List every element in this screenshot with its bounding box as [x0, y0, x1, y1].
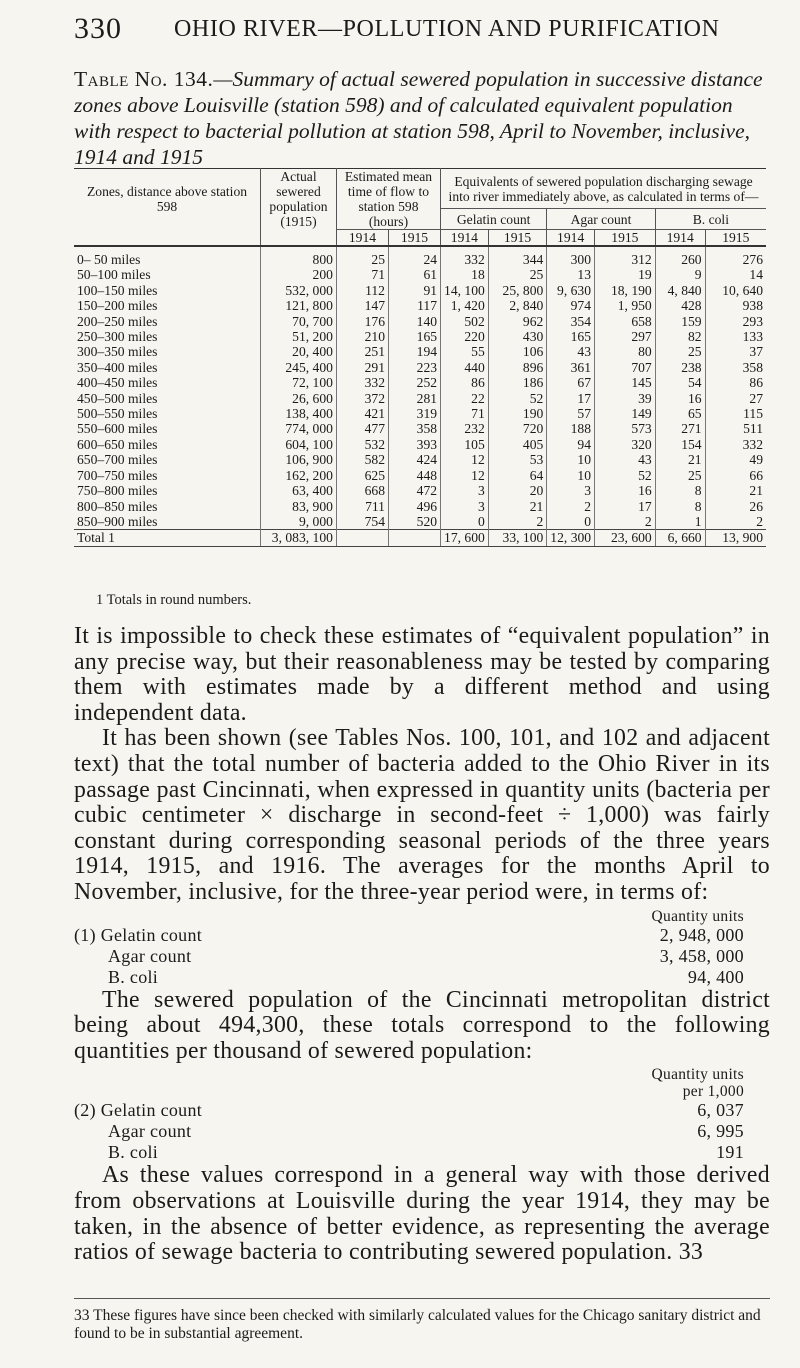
population-cell: 72, 100 [261, 375, 337, 390]
zone-cell: 500–550 miles [77, 406, 158, 422]
gelatin-1914-cell: 18 [441, 267, 489, 282]
header-year: 1914 [655, 230, 705, 247]
gelatin-1914-cell: 3 [441, 499, 489, 514]
header-zones: Zones, distance above station 598 [74, 169, 261, 230]
gelatin-1915-cell: 106 [488, 344, 547, 359]
agar-1914-cell: 10 [547, 468, 595, 483]
flow-time-1915-cell: 424 [388, 452, 440, 467]
quantity-label: Agar count [108, 945, 192, 966]
agar-1915-cell: 149 [595, 406, 656, 421]
b-coli-1914-cell: 8 [655, 483, 705, 498]
header-b-coli: B. coli [655, 209, 766, 230]
table-row [74, 360, 766, 375]
agar-1914-cell: 188 [547, 421, 595, 436]
table-row [74, 468, 766, 483]
agar-1914-cell: 9, 630 [547, 283, 595, 298]
b-coli-1915-cell: 276 [705, 246, 766, 267]
b-coli-1914-cell: 271 [655, 421, 705, 436]
population-cell: 532, 000 [261, 283, 337, 298]
population-cell: 63, 400 [261, 483, 337, 498]
gelatin-1914-cell: 232 [441, 421, 489, 436]
agar-1914-cell: 361 [547, 360, 595, 375]
flow-time-1915-cell: 223 [388, 360, 440, 375]
quantity-row [74, 1121, 770, 1142]
agar-1915-cell: 80 [595, 344, 656, 359]
population-cell: 138, 400 [261, 406, 337, 421]
paragraph: It is impossible to check these estimates of “equivalent population” in any precise way, but their reasonableness may be tested by comparing them with estimates made by a different method and using independent data. [74, 623, 770, 726]
flow-time-1915-cell: 358 [388, 421, 440, 436]
agar-1915-cell: 707 [595, 360, 656, 375]
table-footnote: 1 Totals in round numbers. [96, 592, 252, 608]
zone-cell: 50–100 miles [77, 267, 151, 283]
zone-cell: Total 1 [74, 530, 261, 546]
gelatin-1915-cell: 344 [488, 246, 547, 267]
table-row [74, 267, 766, 282]
summary-table-container [74, 168, 766, 547]
agar-1914-cell: 57 [547, 406, 595, 421]
population-cell: 51, 200 [261, 329, 337, 344]
flow-time-1915-cell: 448 [388, 468, 440, 483]
header-mean-flow-time: Estimated mean time of flow to station 598 (hours) [336, 169, 440, 230]
table-row [74, 246, 766, 267]
agar-1915-cell: 573 [595, 421, 656, 436]
quantity-list-heading: Quantity units [651, 907, 744, 925]
header-year: 1915 [388, 230, 440, 247]
b-coli-1914-cell: 16 [655, 391, 705, 406]
gelatin-1914-cell: 86 [441, 375, 489, 390]
flow-time-1914-cell: 754 [336, 514, 388, 530]
gelatin-1915-cell: 190 [488, 406, 547, 421]
flow-time-1914-cell: 251 [336, 344, 388, 359]
flow-time-1915-cell: 393 [388, 437, 440, 452]
zone-cell: 250–300 miles [77, 329, 158, 345]
gelatin-1914-cell: 17, 600 [441, 530, 489, 546]
population-cell: 245, 400 [261, 360, 337, 375]
b-coli-1915-cell: 358 [705, 360, 766, 375]
gelatin-1914-cell: 0 [441, 514, 489, 530]
agar-1914-cell: 3 [547, 483, 595, 498]
quantity-list-subheading: per 1,000 [682, 1083, 744, 1101]
table-row [74, 406, 766, 421]
quantity-label: (2) Gelatin count [74, 1100, 203, 1121]
table-row [74, 514, 766, 530]
gelatin-1914-cell: 332 [441, 246, 489, 267]
b-coli-1915-cell: 115 [705, 406, 766, 421]
gelatin-1914-cell: 3 [441, 483, 489, 498]
header-actual-population: Actual sewered population (1915) [261, 169, 337, 230]
population-cell: 800 [261, 246, 337, 267]
flow-time-1914-cell: 668 [336, 483, 388, 498]
table-row [74, 452, 766, 467]
flow-time-1914-cell: 532 [336, 437, 388, 452]
b-coli-1914-cell: 154 [655, 437, 705, 452]
header-year: 1915 [488, 230, 547, 247]
agar-1915-cell: 1, 950 [595, 298, 656, 313]
quantity-row [74, 1142, 770, 1163]
zone-cell: 550–600 miles [77, 421, 158, 437]
agar-1914-cell: 67 [547, 375, 595, 390]
agar-1914-cell: 300 [547, 246, 595, 267]
quantity-value: 3, 458, 000 [659, 945, 744, 966]
flow-time-1914-cell: 372 [336, 391, 388, 406]
agar-1915-cell: 52 [595, 468, 656, 483]
flow-time-1915-cell: 252 [388, 375, 440, 390]
flow-time-1915-cell: 281 [388, 391, 440, 406]
agar-1914-cell: 43 [547, 344, 595, 359]
zone-cell: 750–800 miles [77, 483, 158, 499]
gelatin-1915-cell: 2, 840 [488, 298, 547, 313]
header-year: 1914 [547, 230, 595, 247]
flow-time-1914-cell: 477 [336, 421, 388, 436]
quantity-value: 6, 037 [697, 1100, 744, 1121]
b-coli-1914-cell: 82 [655, 329, 705, 344]
quantity-list-1 [74, 908, 770, 988]
population-cell: 200 [261, 267, 337, 282]
zone-cell: 150–200 miles [77, 298, 158, 314]
gelatin-1914-cell: 71 [441, 406, 489, 421]
quantity-value: 2, 948, 000 [659, 924, 744, 945]
population-cell: 121, 800 [261, 298, 337, 313]
table-row [74, 375, 766, 390]
population-cell: 26, 600 [261, 391, 337, 406]
gelatin-1914-cell: 12 [441, 468, 489, 483]
agar-1915-cell: 19 [595, 267, 656, 282]
zone-cell: 100–150 miles [77, 282, 158, 298]
b-coli-1914-cell: 238 [655, 360, 705, 375]
gelatin-1915-cell: 25, 800 [488, 283, 547, 298]
flow-time-1915-cell: 140 [388, 314, 440, 329]
b-coli-1914-cell: 1 [655, 514, 705, 530]
gelatin-1914-cell: 105 [441, 437, 489, 452]
zone-cell: 350–400 miles [77, 359, 158, 375]
b-coli-1914-cell: 54 [655, 375, 705, 390]
flow-time-1914-cell: 582 [336, 452, 388, 467]
b-coli-1914-cell: 65 [655, 406, 705, 421]
b-coli-1915-cell: 511 [705, 421, 766, 436]
flow-time-1914-cell: 210 [336, 329, 388, 344]
gelatin-1915-cell: 33, 100 [488, 530, 547, 546]
b-coli-1915-cell: 26 [705, 499, 766, 514]
zone-cell: 650–700 miles [77, 452, 158, 468]
header-agar-count: Agar count [547, 209, 655, 230]
paragraph: It has been shown (see Tables Nos. 100, 101, and 102 and adjacent text) that the total number of bacteria added to the Ohio River in its passage past Cincinnati, when expressed in quantity units (bacteria per cubic centimeter × discharge in second-feet ÷ 1,000) was fairly constant during corresponding seasonal periods of the three years 1914, 1915, and 1916. The averages for the months April to November, inclusive, for the three-year period were, in terms of: [74, 725, 770, 905]
flow-time-1915-cell: 165 [388, 329, 440, 344]
flow-time-1914-cell: 291 [336, 360, 388, 375]
table-row [74, 421, 766, 436]
table-row [74, 391, 766, 406]
agar-1914-cell: 12, 300 [547, 530, 595, 546]
gelatin-1915-cell: 21 [488, 499, 547, 514]
b-coli-1914-cell: 25 [655, 468, 705, 483]
agar-1915-cell: 2 [595, 514, 656, 530]
agar-1915-cell: 18, 190 [595, 283, 656, 298]
agar-1915-cell: 312 [595, 246, 656, 267]
agar-1914-cell: 10 [547, 452, 595, 467]
header-equivalents: Equivalents of sewered population discharging sewage into river immediately above, as calculated in terms of— [441, 169, 766, 209]
quantity-label: Agar count [108, 1121, 192, 1142]
b-coli-1914-cell: 428 [655, 298, 705, 313]
population-cell: 774, 000 [261, 421, 337, 436]
zone-cell: 0– 50 miles [77, 252, 141, 267]
population-cell: 162, 200 [261, 468, 337, 483]
agar-1914-cell: 2 [547, 499, 595, 514]
table-row [74, 483, 766, 498]
b-coli-1914-cell: 9 [655, 267, 705, 282]
flow-time-1915-cell: 496 [388, 499, 440, 514]
table-body [74, 246, 766, 546]
b-coli-1915-cell: 293 [705, 314, 766, 329]
flow-time-1914-cell: 147 [336, 298, 388, 313]
table-caption-text: —Summary of actual sewered population in successive distance zones above Louisville (station 598) and of calculated equivalent population with respect to bacterial pollution at station 598, April to November, inclusive, 1914 and 1915 [74, 67, 763, 169]
flow-time-1915-cell: 61 [388, 267, 440, 282]
population-cell: 20, 400 [261, 344, 337, 359]
header-blank [261, 230, 337, 247]
b-coli-1915-cell: 49 [705, 452, 766, 467]
b-coli-1915-cell: 13, 900 [705, 530, 766, 546]
agar-1914-cell: 354 [547, 314, 595, 329]
flow-time-1914-cell: 176 [336, 314, 388, 329]
flow-time-1915-cell: 24 [388, 246, 440, 267]
population-cell: 9, 000 [261, 514, 337, 530]
gelatin-1914-cell: 502 [441, 314, 489, 329]
b-coli-1915-cell: 21 [705, 483, 766, 498]
table-caption [74, 66, 766, 170]
table-label: Table No. 134. [74, 67, 214, 91]
b-coli-1914-cell: 260 [655, 246, 705, 267]
quantity-value: 191 [716, 1142, 744, 1163]
agar-1915-cell: 23, 600 [595, 530, 656, 546]
agar-1915-cell: 297 [595, 329, 656, 344]
zone-cell: 850–900 miles [77, 513, 158, 529]
flow-time-1914-cell: 421 [336, 406, 388, 421]
b-coli-1915-cell: 37 [705, 344, 766, 359]
quantity-row [74, 1100, 770, 1121]
b-coli-1915-cell: 14 [705, 267, 766, 282]
header-blank [74, 230, 261, 247]
zone-cell: 200–250 miles [77, 313, 158, 329]
population-cell: 106, 900 [261, 452, 337, 467]
population-cell: 83, 900 [261, 499, 337, 514]
b-coli-1915-cell: 332 [705, 437, 766, 452]
quantity-list-heading: Quantity units [651, 1066, 744, 1084]
table-row [74, 298, 766, 313]
zone-cell: 600–650 miles [77, 436, 158, 452]
flow-time-1914-cell: 332 [336, 375, 388, 390]
table-row [74, 314, 766, 329]
header-year: 1915 [595, 230, 656, 247]
b-coli-1915-cell: 133 [705, 329, 766, 344]
table-row [74, 437, 766, 452]
gelatin-1914-cell: 1, 420 [441, 298, 489, 313]
zone-cell: 450–500 miles [77, 390, 158, 406]
header-year: 1914 [441, 230, 489, 247]
quantity-label: B. coli [108, 966, 159, 987]
flow-time-1915-cell: 472 [388, 483, 440, 498]
agar-1914-cell: 974 [547, 298, 595, 313]
flow-time-1914-cell: 625 [336, 468, 388, 483]
flow-time-1914-cell [336, 530, 388, 546]
agar-1915-cell: 39 [595, 391, 656, 406]
agar-1914-cell: 94 [547, 437, 595, 452]
b-coli-1915-cell: 66 [705, 468, 766, 483]
agar-1915-cell: 145 [595, 375, 656, 390]
header-year: 1915 [705, 230, 766, 247]
header-gelatin-count: Gelatin count [441, 209, 547, 230]
running-head [74, 12, 764, 44]
gelatin-1915-cell: 64 [488, 468, 547, 483]
agar-1915-cell: 43 [595, 452, 656, 467]
gelatin-1914-cell: 440 [441, 360, 489, 375]
gelatin-1915-cell: 186 [488, 375, 547, 390]
b-coli-1914-cell: 6, 660 [655, 530, 705, 546]
running-title: OHIO RIVER—POLLUTION AND PURIFICATION [174, 16, 720, 42]
flow-time-1915-cell [388, 530, 440, 546]
agar-1914-cell: 13 [547, 267, 595, 282]
header-year: 1914 [336, 230, 388, 247]
gelatin-1914-cell: 55 [441, 344, 489, 359]
gelatin-1914-cell: 12 [441, 452, 489, 467]
summary-table [74, 168, 766, 547]
population-cell: 3, 083, 100 [261, 530, 337, 546]
flow-time-1914-cell: 112 [336, 283, 388, 298]
agar-1915-cell: 16 [595, 483, 656, 498]
quantity-value: 6, 995 [697, 1121, 744, 1142]
gelatin-1915-cell: 2 [488, 514, 547, 530]
flow-time-1915-cell: 91 [388, 283, 440, 298]
page-footnote: 33 These figures have since been checked with similarly calculated values for the Chicago sanitary district and found to be in substantial agreement. [74, 1298, 770, 1343]
b-coli-1914-cell: 4, 840 [655, 283, 705, 298]
page-number: 330 [74, 12, 122, 45]
population-cell: 604, 100 [261, 437, 337, 452]
gelatin-1915-cell: 53 [488, 452, 547, 467]
quantity-value: 94, 400 [687, 966, 744, 987]
b-coli-1914-cell: 21 [655, 452, 705, 467]
population-cell: 70, 700 [261, 314, 337, 329]
flow-time-1915-cell: 117 [388, 298, 440, 313]
body-text [74, 624, 770, 1266]
flow-time-1915-cell: 194 [388, 344, 440, 359]
agar-1914-cell: 0 [547, 514, 595, 530]
gelatin-1915-cell: 52 [488, 391, 547, 406]
zone-cell: 300–350 miles [77, 344, 158, 360]
flow-time-1915-cell: 520 [388, 514, 440, 530]
b-coli-1914-cell: 159 [655, 314, 705, 329]
gelatin-1914-cell: 220 [441, 329, 489, 344]
b-coli-1914-cell: 25 [655, 344, 705, 359]
paragraph: As these values correspond in a general way with those derived from observations at Louisville during the year 1914, they may be taken, in the absence of better evidence, as representing the average ratios of sewage bacteria to contributing sewered population. 33 [74, 1162, 770, 1266]
gelatin-1915-cell: 20 [488, 483, 547, 498]
quantity-label: B. coli [108, 1142, 159, 1163]
quantity-row [74, 946, 770, 967]
agar-1914-cell: 17 [547, 391, 595, 406]
gelatin-1915-cell: 25 [488, 267, 547, 282]
b-coli-1915-cell: 938 [705, 298, 766, 313]
paragraph: The sewered population of the Cincinnati metropolitan district being about 494,300, these totals correspond to the following quantities per thousand of sewered population: [74, 986, 770, 1064]
zone-cell: 800–850 miles [77, 498, 158, 514]
b-coli-1915-cell: 27 [705, 391, 766, 406]
quantity-list-2 [74, 1066, 770, 1163]
gelatin-1914-cell: 14, 100 [441, 283, 489, 298]
table-row [74, 283, 766, 298]
table-row [74, 344, 766, 359]
agar-1914-cell: 165 [547, 329, 595, 344]
b-coli-1914-cell: 8 [655, 499, 705, 514]
table-total-row [74, 530, 766, 546]
flow-time-1914-cell: 25 [336, 246, 388, 267]
table-row [74, 329, 766, 344]
agar-1915-cell: 17 [595, 499, 656, 514]
flow-time-1914-cell: 71 [336, 267, 388, 282]
gelatin-1915-cell: 962 [488, 314, 547, 329]
quantity-row [74, 925, 770, 946]
gelatin-1915-cell: 405 [488, 437, 547, 452]
flow-time-1915-cell: 319 [388, 406, 440, 421]
agar-1915-cell: 658 [595, 314, 656, 329]
gelatin-1915-cell: 720 [488, 421, 547, 436]
table-row [74, 499, 766, 514]
agar-1915-cell: 320 [595, 437, 656, 452]
zone-cell: 400–450 miles [77, 375, 158, 391]
gelatin-1915-cell: 430 [488, 329, 547, 344]
gelatin-1914-cell: 22 [441, 391, 489, 406]
zone-cell: 700–750 miles [77, 467, 158, 483]
quantity-label: (1) Gelatin count [74, 924, 203, 945]
b-coli-1915-cell: 10, 640 [705, 283, 766, 298]
b-coli-1915-cell: 2 [705, 514, 766, 530]
quantity-row [74, 967, 770, 988]
b-coli-1915-cell: 86 [705, 375, 766, 390]
flow-time-1914-cell: 711 [336, 499, 388, 514]
gelatin-1915-cell: 896 [488, 360, 547, 375]
